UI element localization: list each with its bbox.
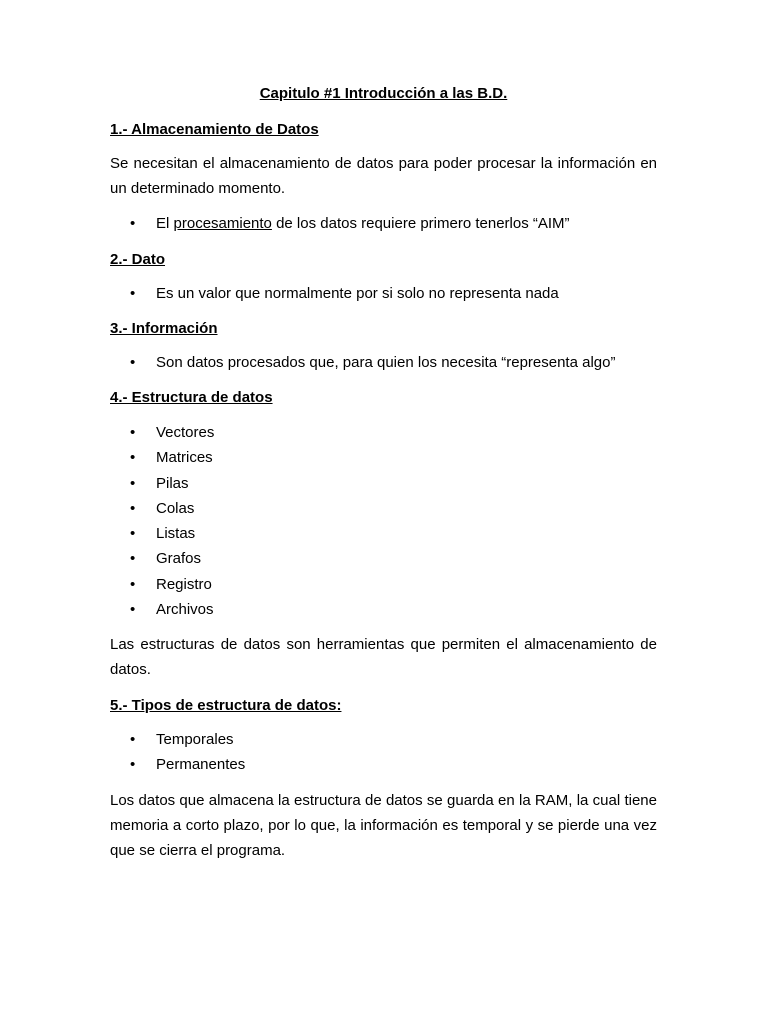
list-item xyxy=(110,445,214,470)
bullet-icon: • xyxy=(130,215,136,232)
list-item-label: Permanentes xyxy=(156,756,246,774)
section-1-bullets xyxy=(110,211,570,236)
list-item xyxy=(110,471,214,496)
section-3-heading: 3.- Información xyxy=(110,320,218,337)
list-item xyxy=(110,420,214,445)
list-item xyxy=(110,350,615,375)
bullet-icon: • xyxy=(130,285,136,302)
bullet-text: Es un valor que normalmente por si solo no representa nada xyxy=(156,285,559,302)
section-4-heading: 4.- Estructura de datos xyxy=(110,389,273,406)
section-2-heading: 2.- Dato xyxy=(110,251,166,268)
bullet-icon: • xyxy=(130,499,136,517)
section-4-bullets xyxy=(110,420,214,622)
bullet-icon: • xyxy=(130,550,136,568)
list-item-label: Grafos xyxy=(156,550,202,568)
bullet-icon: • xyxy=(130,756,136,774)
list-item-label: Matrices xyxy=(156,449,213,467)
bullet-icon: • xyxy=(130,424,136,441)
section-5-paragraph: Los datos que almacena la estructura de datos se guarda en la RAM, la cual tiene memoria a corto plazo, por lo que, la información es temporal y se pierde una vez que se cierra el programa. xyxy=(110,792,657,859)
bullet-icon: • xyxy=(130,474,136,492)
section-1-paragraph: Se necesitan el almacenamiento de datos para poder procesar la información en un determinado momento. xyxy=(110,155,657,197)
bullet-icon: • xyxy=(130,354,136,371)
list-item-label: Registro xyxy=(156,575,212,593)
list-item xyxy=(110,496,214,521)
bullet-text: Son datos procesados que, para quien los necesita “representa algo” xyxy=(156,354,616,371)
list-item-label: Colas xyxy=(156,499,195,517)
section-2-bullets xyxy=(110,281,559,306)
section-5-bullets xyxy=(110,727,245,778)
list-item xyxy=(110,521,214,546)
bullet-icon: • xyxy=(130,449,136,467)
bullet-suffix: de los datos requiere primero tenerlos “AIM” xyxy=(271,215,570,232)
document-title: Capitulo #1 Introducción a las B.D. xyxy=(259,85,508,102)
underlined-term: procesamiento xyxy=(173,215,272,232)
list-item-label: Pilas xyxy=(156,474,189,492)
list-item-label: Temporales xyxy=(156,731,234,748)
bullet-icon: • xyxy=(130,525,136,543)
list-item xyxy=(110,281,559,306)
section-1-heading: 1.- Almacenamiento de Datos xyxy=(110,121,319,138)
list-item xyxy=(110,572,214,597)
section-3-bullets xyxy=(110,350,615,375)
list-item xyxy=(110,211,570,236)
bullet-prefix: El xyxy=(156,215,174,232)
list-item xyxy=(110,727,245,752)
bullet-icon: • xyxy=(130,731,136,748)
list-item xyxy=(110,597,214,622)
list-item xyxy=(110,546,214,571)
section-4-paragraph: Las estructuras de datos son herramientas que permiten el almacenamiento de datos. xyxy=(110,636,657,678)
list-item-label: Listas xyxy=(156,525,196,543)
list-item-label: Vectores xyxy=(156,424,215,441)
list-item xyxy=(110,752,245,777)
list-item-label: Archivos xyxy=(156,601,214,619)
bullet-icon: • xyxy=(130,575,136,593)
bullet-icon: • xyxy=(130,601,136,619)
section-5-heading: 5.- Tipos de estructura de datos: xyxy=(110,697,342,714)
